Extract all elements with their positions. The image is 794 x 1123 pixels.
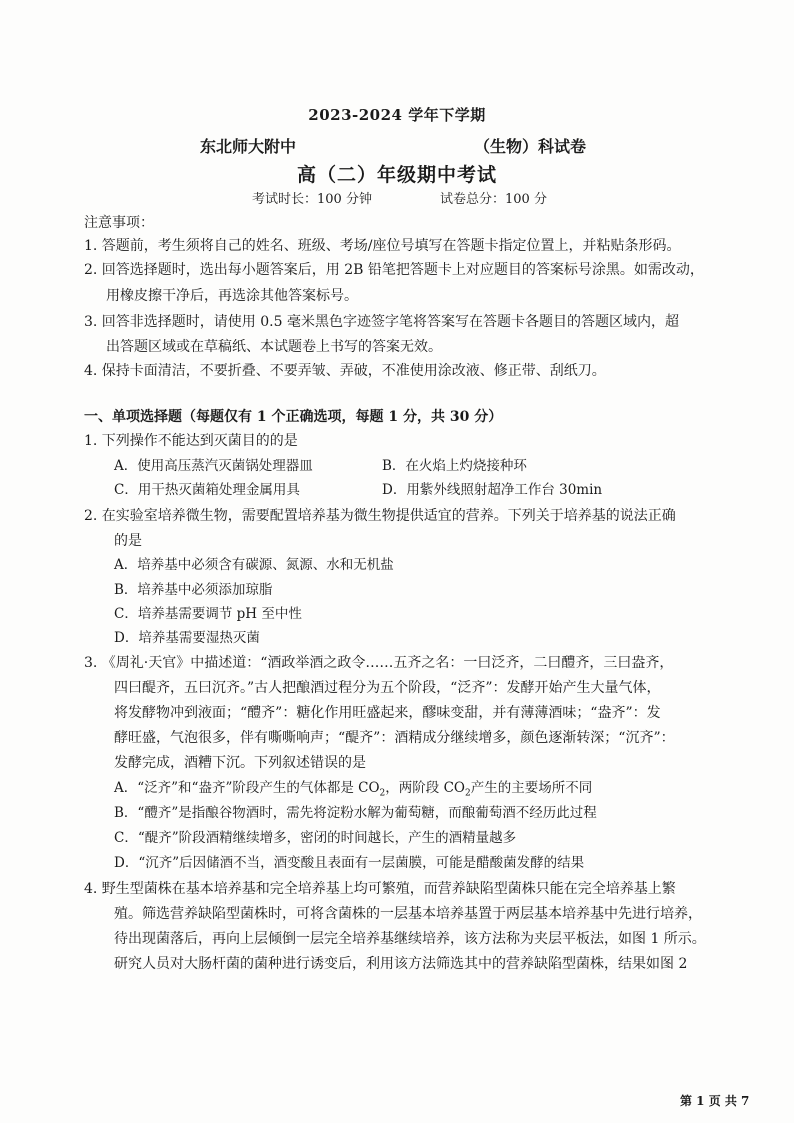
question-stem: 2. 在实验室培养微生物，需要配置培养基为微生物提供适宜的营养。下列关于培养基的说法正确 <box>84 508 676 524</box>
school-name: 东北师大附中 <box>200 137 297 156</box>
notice-title: 注意事项： <box>84 215 154 231</box>
option-c: C．培养基需要调节 pH 至中性 <box>114 606 302 622</box>
notice-item: 4. 保持卡面清洁，不要折叠、不要弄皱、弄破，不准使用涂改液、修正带、刮纸刀。 <box>84 363 606 379</box>
question-stem: 1. 下列操作不能达到灭菌目的的是 <box>84 433 298 449</box>
question-stem: 研究人员对大肠杆菌的菌种进行诱变后，利用该方法筛选其中的营养缺陷型菌株，结果如图 2 <box>114 956 688 972</box>
exam-total-score: 试卷总分：100 分 <box>440 192 547 207</box>
option-b: B．培养基中必须添加琼脂 <box>114 582 273 598</box>
notice-item: 1. 答题前，考生须将自己的姓名、班级、考场/座位号填写在答题卡指定位置上，并粘贴条形码。 <box>84 238 681 254</box>
question-stem: 待出现菌落后，再向上层倾倒一层完全培养基继续培养，该方法称为夹层平板法，如图 1 所示。 <box>114 931 706 947</box>
option-c: C．用干热灭菌箱处理金属用具 <box>114 482 300 498</box>
option-a: A．“泛齐”和“盎齐”阶段产生的气体都是 $CO_2$，两阶段 $CO_2$产生的主要场所不同 <box>114 780 593 799</box>
option-b: B．“醴齐”是指酿谷物酒时，需先将淀粉水解为葡萄糖，而酿葡萄酒不经历此过程 <box>114 805 597 821</box>
notice-item: 2. 回答选择题时，选出每小题答案后，用 2B 铅笔把答题卡上对应题目的答案标号涂黑。如需改动， <box>84 262 704 278</box>
option-d: D．培养基需要湿热灭菌 <box>114 630 260 646</box>
option-c: C．“醍齐”阶段酒精继续增多，密闭的时间越长，产生的酒精量越多 <box>114 830 517 846</box>
section-title: 一、单项选择题（每题仅有 1 个正确选项，每题 1 分，共 30 分） <box>84 409 503 425</box>
option-a: A．培养基中必须含有碳源、氮源、水和无机盐 <box>114 557 394 573</box>
question-stem: 3. 《周礼·天官》中描述道：“酒政举酒之政令……五齐之名：一曰泛齐，二曰醴齐，三曰盎齐， <box>84 655 674 671</box>
question-stem: 4. 野生型菌株在基本培养基和完全培养基上均可繁殖，而营养缺陷型菌株只能在完全培养基上繁 <box>84 881 676 897</box>
exam-duration: 考试时长：100 分钟 <box>252 192 372 207</box>
question-stem: 殖。筛选营养缺陷型菌株时，可将含菌株的一层基本培养基置于两层基本培养基中先进行培养， <box>114 906 702 922</box>
question-stem: 四曰醍齐，五曰沉齐。”古人把酿酒过程分为五个阶段，“泛齐”：发酵开始产生大量气体， <box>114 680 661 696</box>
school-year: 2023-2024 学年下学期 <box>308 106 486 124</box>
question-stem: 的是 <box>114 533 142 549</box>
page-number: 第 1 页 共 7 <box>680 1094 750 1108</box>
option-b: B．在火焰上灼烧接种环 <box>382 458 527 474</box>
option-d: D．用紫外线照射超净工作台 30min <box>382 482 603 498</box>
notice-item: 3. 回答非选择题时，请使用 0.5 毫米黑色字迹签字笔将答案写在答题卡各题目的答题区域内，超 <box>84 314 679 330</box>
question-stem: 酵旺盛，气泡很多，伴有嘶嘶响声；“醍齐”：酒精成分继续增多，颜色逐渐转深；“沉齐”： <box>114 730 675 746</box>
option-d: D．“沉齐”后因储酒不当，酒变酸且表面有一层菌膜，可能是醋酸菌发酵的结果 <box>114 855 585 871</box>
exam-title: 高（二）年级期中考试 <box>296 164 497 186</box>
subject-title: （生物）科试卷 <box>474 137 587 156</box>
notice-item: 用橡皮擦干净后，再选涂其他答案标号。 <box>106 288 358 304</box>
question-stem: 发酵完成，酒糟下沉。下列叙述错误的是 <box>114 755 366 771</box>
notice-item: 出答题区域或在草稿纸、本试题卷上书写的答案无效。 <box>106 339 442 355</box>
option-a: A．使用高压蒸汽灭菌锅处理器皿 <box>114 458 313 474</box>
question-stem: 将发酵物冲到液面；“醴齐”：糖化作用旺盛起来，醪味变甜，并有薄薄酒味；“盎齐”：发 <box>114 705 661 721</box>
